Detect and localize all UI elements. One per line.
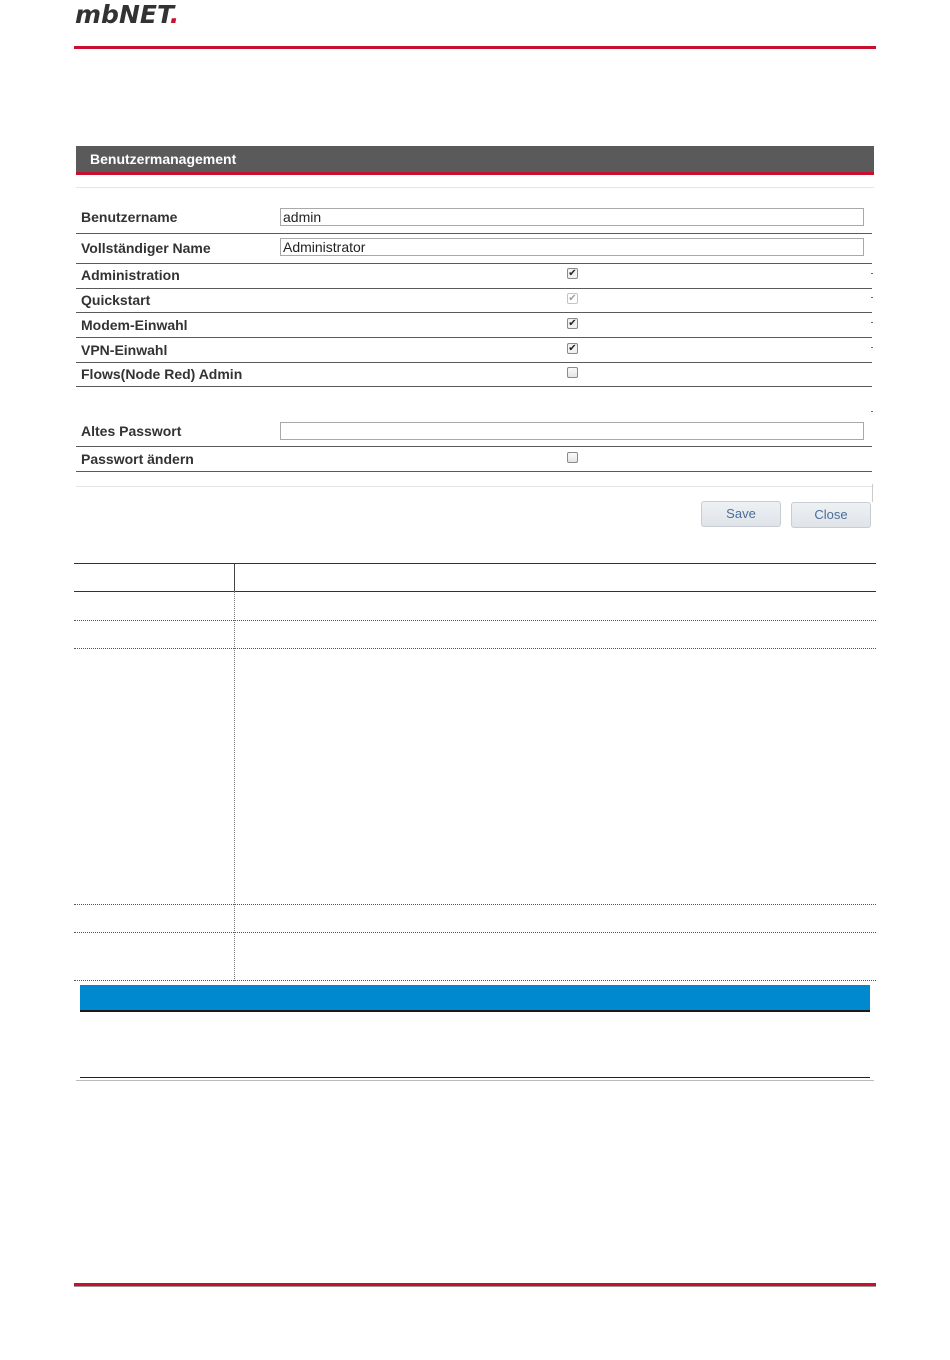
divider (76, 386, 872, 387)
divider (76, 312, 872, 313)
administration-checkbox[interactable]: ✔ (568, 268, 577, 279)
table-column-divider (234, 591, 235, 981)
table-header-rule (74, 591, 876, 592)
permission-label-flows: Flows(Node Red) Admin (81, 366, 243, 382)
vpn-dialin-checkbox[interactable]: ✔ (568, 343, 577, 354)
empty-description-table (74, 563, 876, 983)
fullname-input[interactable] (280, 238, 864, 256)
logo-text: mbNET (75, 0, 170, 29)
divider (872, 484, 873, 502)
permission-label-administration: Administration (81, 267, 180, 283)
edge-tick (871, 297, 873, 298)
table-row (74, 980, 876, 981)
divider (76, 288, 872, 289)
info-box-bottom-rule (80, 1077, 870, 1078)
username-label: Benutzername (81, 209, 178, 225)
divider (76, 337, 872, 338)
table-row (74, 904, 876, 905)
edge-tick (871, 322, 873, 323)
table-row (74, 648, 876, 649)
user-management-panel (76, 146, 874, 528)
edge-tick (871, 411, 873, 412)
old-password-label: Altes Passwort (81, 423, 182, 439)
save-button[interactable]: Save (701, 501, 781, 527)
header-rule (74, 46, 876, 49)
section-rule (76, 1080, 874, 1081)
quickstart-checkbox[interactable]: ✔ (568, 293, 577, 304)
username-input[interactable] (280, 208, 864, 226)
permission-label-quickstart: Quickstart (81, 292, 151, 308)
table-row (74, 932, 876, 933)
edge-tick (871, 347, 873, 348)
divider (76, 362, 872, 363)
mbnet-logo (75, 0, 179, 29)
footer-rule-shadow (74, 1286, 876, 1287)
divider (76, 187, 874, 188)
fullname-label: Vollständiger Name (81, 240, 211, 256)
table-column-divider (234, 563, 235, 591)
divider (76, 471, 872, 472)
logo-dot: . (169, 0, 180, 29)
flows-admin-checkbox[interactable] (567, 367, 578, 378)
modem-dialin-checkbox[interactable]: ✔ (568, 318, 577, 329)
divider (76, 233, 872, 234)
panel-title: Benutzermanagement (76, 146, 874, 175)
change-password-label: Passwort ändern (81, 451, 194, 467)
permission-label-vpn: VPN-Einwahl (81, 342, 168, 358)
change-password-checkbox[interactable] (567, 452, 578, 463)
info-box-header (80, 985, 870, 1012)
divider (76, 263, 872, 264)
table-row (74, 620, 876, 621)
close-button[interactable]: Close (791, 502, 871, 528)
edge-tick (871, 273, 873, 274)
table-top-rule (74, 563, 876, 564)
old-password-input[interactable] (280, 422, 864, 440)
permission-label-modem: Modem-Einwahl (81, 317, 188, 333)
divider (76, 446, 872, 447)
divider (76, 486, 874, 487)
